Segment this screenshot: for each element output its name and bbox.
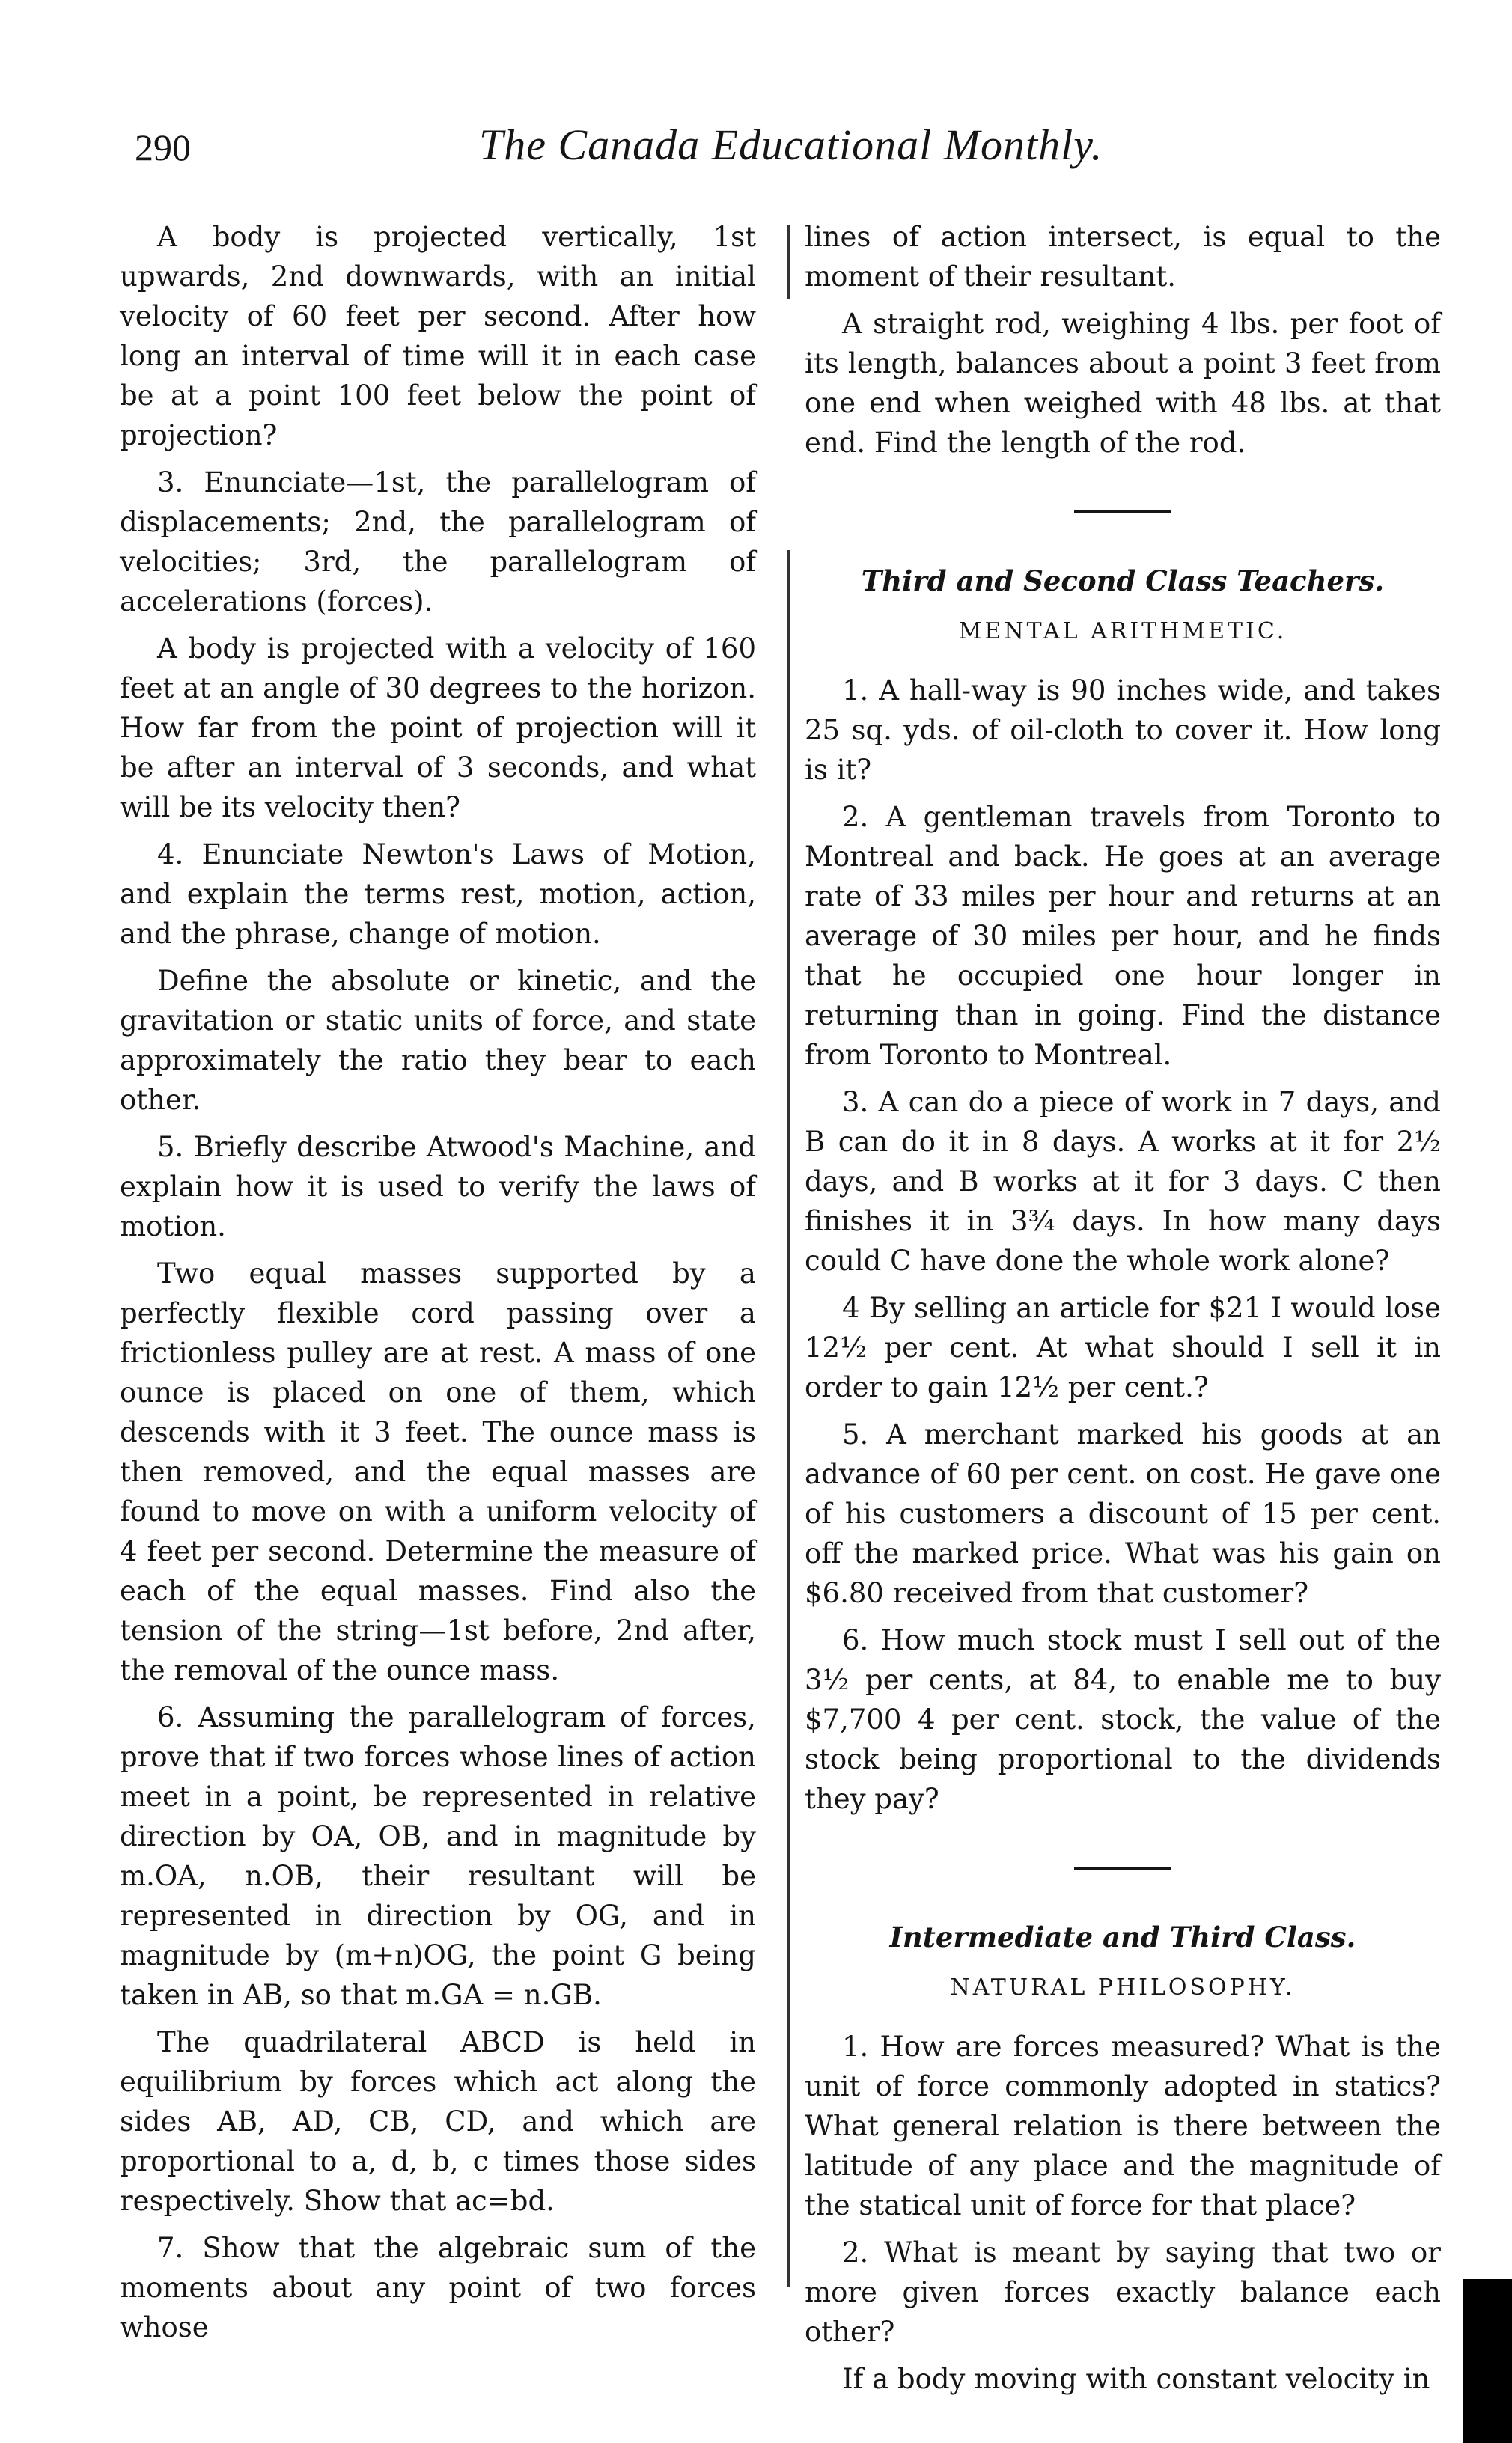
paragraph: Define the absolute or kinetic, and the gravitation or static units of force, and state approximately the ratio they bear to each other. [120, 965, 756, 1116]
page-number: 290 [135, 126, 191, 168]
paragraph: 6. Assuming the parallelogram of forces, prove that if two forces whose lines of action meet in a point, be represented in relative direction by OA, OB, and in magnitude by m.OA, n.OB, their resultant will be represented in direction by OG, and in magnitude by (m+n)OG, the point G being taken in AB, so that m.GA = n.GB. [120, 1701, 756, 2011]
paragraph: 4 By selling an article for $21 I would lose 12½ per cent. At what should I sell it in order to gain 12½ per cent.? [805, 1292, 1441, 1403]
paragraph: The quadrilateral ABCD is held in equilibrium by forces which act along the sides AB, AD, CB, CD, and which are proportional to a, d, b, c times those sides respectively. Show that ac=bd. [120, 2026, 756, 2217]
paragraph: A body is projected with a velocity of 160 feet at an angle of 30 degrees to the horizon. How far from the point of projection will it be after an interval of 3 seconds, and what will be its velocity then? [120, 632, 756, 823]
section-rule [1074, 1867, 1171, 1870]
paragraph: 2. What is meant by saying that two or more given forces exactly balance each other? [805, 2236, 1441, 2348]
paragraph: 1. A hall-way is 90 inches wide, and takes 25 sq. yds. of oil-cloth to cover it. How long is it? [805, 674, 1441, 786]
paragraph: 2. A gentleman travels from Toronto to Montreal and back. He goes at an average rate of 33 miles per hour and returns at an average of 30 miles per hour, and he finds that he occupied one hour longer in returning than in going. Find the distance from Toronto to Montreal. [805, 801, 1441, 1071]
section-subtitle: NATURAL PHILOSOPHY. [950, 1974, 1296, 2001]
paragraph: 5. A merchant marked his goods at an advance of 60 per cent. on cost. He gave one of his customers a discount of 15 per cent. off the marked price. What was his gain on $6.80 received from that customer? [805, 1418, 1441, 1609]
section-title: Intermediate and Third Class. [889, 1921, 1356, 1954]
section-title: Third and Second Class Teachers. [861, 564, 1385, 597]
right-column [805, 217, 1441, 2406]
section-subtitle: MENTAL ARITHMETIC. [958, 618, 1287, 644]
paragraph: 1. How are forces measured? What is the unit of force commonly adopted in statics? What general relation is there between the latitude of any place and the magnitude of the statical unit of force for that place? [805, 2031, 1441, 2221]
running-head: The Canada Educational Monthly. [479, 121, 1103, 169]
paragraph: A body is projected vertically, 1st upwards, 2nd downwards, with an initial velocity of 60 feet per second. After how long an interval of time will it in each case be at a point 100 feet below the point of projection? [120, 221, 756, 451]
column-divider [787, 225, 790, 299]
paragraph: A straight rod, weighing 4 lbs. per foot of its length, balances about a point 3 feet from one end when weighed with 48 lbs. at that end. Find the length of the rod. [805, 308, 1441, 459]
paragraph: 4. Enunciate Newton's Laws of Motion, and explain the terms rest, motion, action, and the phrase, change of motion. [120, 838, 756, 950]
paragraph: If a body moving with constant velocity in [842, 2363, 1430, 2395]
column-divider [787, 550, 790, 2287]
paragraph: 3. Enunciate—1st, the parallelogram of displacements; 2nd, the parallelogram of velocities; 3rd, the parallelogram of accelerations (forces). [120, 466, 756, 617]
scan-edge-shadow [1463, 2279, 1512, 2443]
paragraph: 7. Show that the algebraic sum of the moments about any point of two forces whose [120, 2232, 756, 2343]
section-rule [1074, 510, 1171, 513]
paragraph: 5. Briefly describe Atwood's Machine, and explain how it is used to verify the laws of motion. [120, 1131, 756, 1242]
left-column [120, 217, 756, 2355]
paragraph: Two equal masses supported by a perfectly flexible cord passing over a frictionless pulley are at rest. A mass of one ounce is placed on one of them, which descends with it 3 feet. The ounce mass is then removed, and the equal masses are found to move on with a uniform velocity of 4 feet per second. Determine the measure of each of the equal masses. Find also the tension of the string—1st before, 2nd after, the removal of the ounce mass. [120, 1257, 756, 1686]
paragraph: lines of action intersect, is equal to the moment of their resultant. [805, 221, 1441, 293]
paragraph: 3. A can do a piece of work in 7 days, and B can do it in 8 days. A works at it for 2½ days, and B works at it for 3 days. C then finishes it in 3¾ days. In how many days could C have done the whole work alone? [805, 1086, 1441, 1277]
paragraph: 6. How much stock must I sell out of the 3½ per cents, at 84, to enable me to buy $7,700 4 per cent. stock, the value of the stock being proportional to the dividends they pay? [805, 1624, 1441, 1815]
